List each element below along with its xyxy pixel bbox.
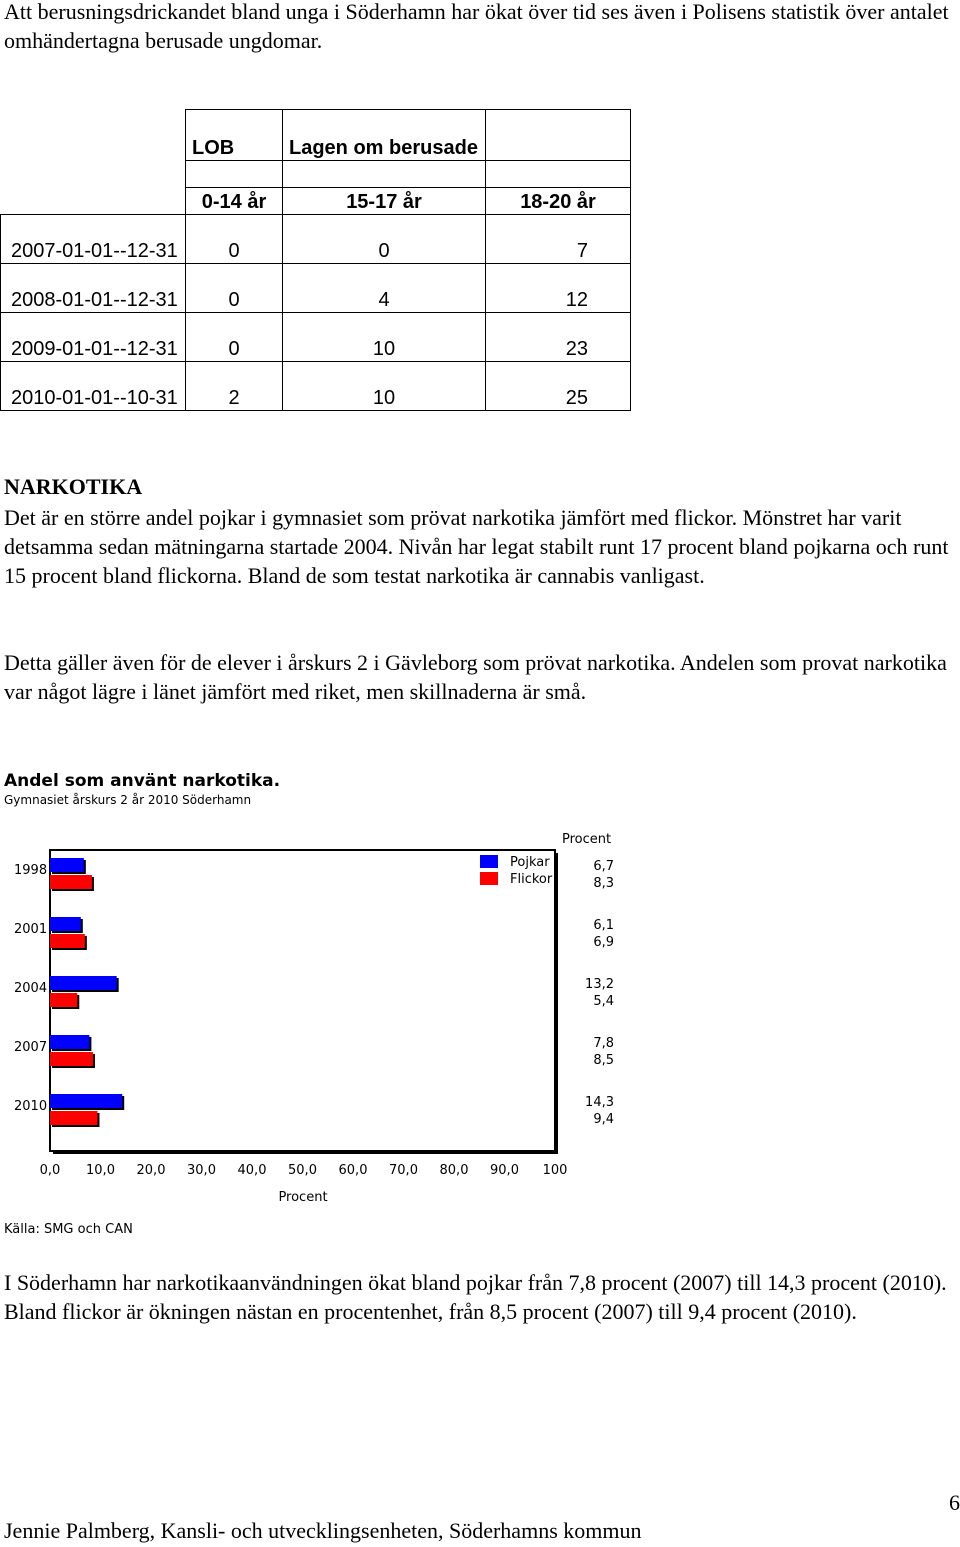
value-cell: 0 [186,313,283,362]
intro-paragraph: Att berusningsdrickandet bland unga i Söderhamn har ökat över tid ses även i Polisens statistik över antalet omhändertagna berusade ungdomar. [4,0,949,53]
legend-label: Flickor [510,872,553,887]
table-row [1,264,631,313]
narcotics-bar-chart [0,760,960,1250]
x-tick-label: 70,0 [389,1163,418,1178]
value-cell: 10 [283,362,486,411]
period-cell: 2009-01-01--12-31 [1,313,186,362]
data-label: 6,1 [593,918,614,933]
table-row [1,362,631,411]
data-label: 8,3 [593,876,614,891]
data-label: 9,4 [593,1112,614,1127]
value-cell: 0 [283,215,486,264]
lob-table [0,109,631,411]
x-tick-label: 100 [542,1163,568,1178]
bar-pojkar [50,858,84,872]
category-label: 2004 [14,981,48,996]
data-label: 8,5 [593,1053,614,1068]
x-tick-label: 50,0 [288,1163,317,1178]
page-number: 6 [949,1490,960,1515]
value-cell: 25 [486,362,631,411]
value-cell: 10 [283,313,486,362]
data-label: 6,7 [593,859,614,874]
bar-pojkar [50,1094,122,1108]
bar-pojkar [50,917,81,931]
value-cell: 23 [486,313,631,362]
x-tick-label: 60,0 [338,1163,368,1178]
bar-flickor [50,993,77,1007]
table-row [1,215,631,264]
category-label: 2010 [14,1099,48,1114]
data-label: 7,8 [593,1036,614,1051]
x-tick-label: 80,0 [439,1163,469,1178]
plot-frame [50,850,555,1151]
section-heading: NARKOTIKA [4,474,143,499]
bar-pojkar [50,1035,89,1049]
bar-flickor [50,875,92,889]
value-column-label: Procent [562,832,612,847]
body-paragraph: I Söderhamn har narkotikaanvändningen ökat bland pojkar från 7,8 procent (2007) till 14,3 procent (2010). Bland flickor är ökningen nästan en procentenhet, från 8,5 procent (2007) till 9,4 procent (2010). [4,1270,947,1324]
age-group-header: 15-17 år [283,188,486,215]
category-label: 2007 [14,1040,48,1055]
header-law: Lagen om berusade [283,110,486,161]
value-cell: 12 [486,264,631,313]
bar-flickor [50,1111,97,1125]
bar-pojkar [50,976,117,990]
x-axis-label: Procent [278,1190,328,1205]
chart-subtitle: Gymnasiet årskurs 2 år 2010 Söderhamn [4,793,252,807]
value-cell: 0 [186,264,283,313]
data-label: 13,2 [585,977,614,992]
legend-swatch [480,855,498,868]
category-label: 1998 [14,863,48,878]
value-cell: 2 [186,362,283,411]
chart-title: Andel som använt narkotika. [4,771,281,791]
data-label: 14,3 [585,1095,614,1110]
legend-label: Pojkar [510,855,550,870]
value-cell: 7 [486,215,631,264]
age-group-header: 0-14 år [186,188,283,215]
value-cell: 4 [283,264,486,313]
body-paragraph: Detta gäller även för de elever i årskurs 2 i Gävleborg som prövat narkotika. Andelen som provat narkotika var något lägre i länet jämfört med riket, men skillnaderna är små. [4,650,947,704]
bar-flickor [50,1052,93,1066]
age-group-header: 18-20 år [486,188,631,215]
bar-flickor [50,934,85,948]
x-tick-label: 20,0 [136,1163,166,1178]
legend-swatch [480,872,498,885]
x-tick-label: 90,0 [490,1163,519,1178]
period-cell: 2010-01-01--10-31 [1,362,186,411]
header-lob: LOB [186,110,283,161]
period-cell: 2007-01-01--12-31 [1,215,186,264]
value-cell: 0 [186,215,283,264]
period-cell: 2008-01-01--12-31 [1,264,186,313]
data-label: 6,9 [593,935,614,950]
x-tick-label: 10,0 [86,1163,115,1178]
x-tick-label: 30,0 [187,1163,216,1178]
category-label: 2001 [14,922,48,937]
table-row [1,313,631,362]
x-tick-label: 0,0 [39,1163,61,1178]
body-paragraph: Det är en större andel pojkar i gymnasiet som prövat narkotika jämfört med flickor. Mönstret har varit detsamma sedan mätningarna startade 2004. Nivån har legat stabilt runt 17 procent bland pojkarna och runt 15 procent bland flickorna. Bland de som testat narkotika är cannabis vanligast. [4,505,949,588]
chart-source: Källa: SMG och CAN [4,1222,133,1237]
footer-author: Jennie Palmberg, Kansli- och utvecklingsenheten, Söderhamns kommun [4,1518,642,1543]
x-tick-label: 40,0 [237,1163,267,1178]
data-label: 5,4 [593,994,614,1009]
